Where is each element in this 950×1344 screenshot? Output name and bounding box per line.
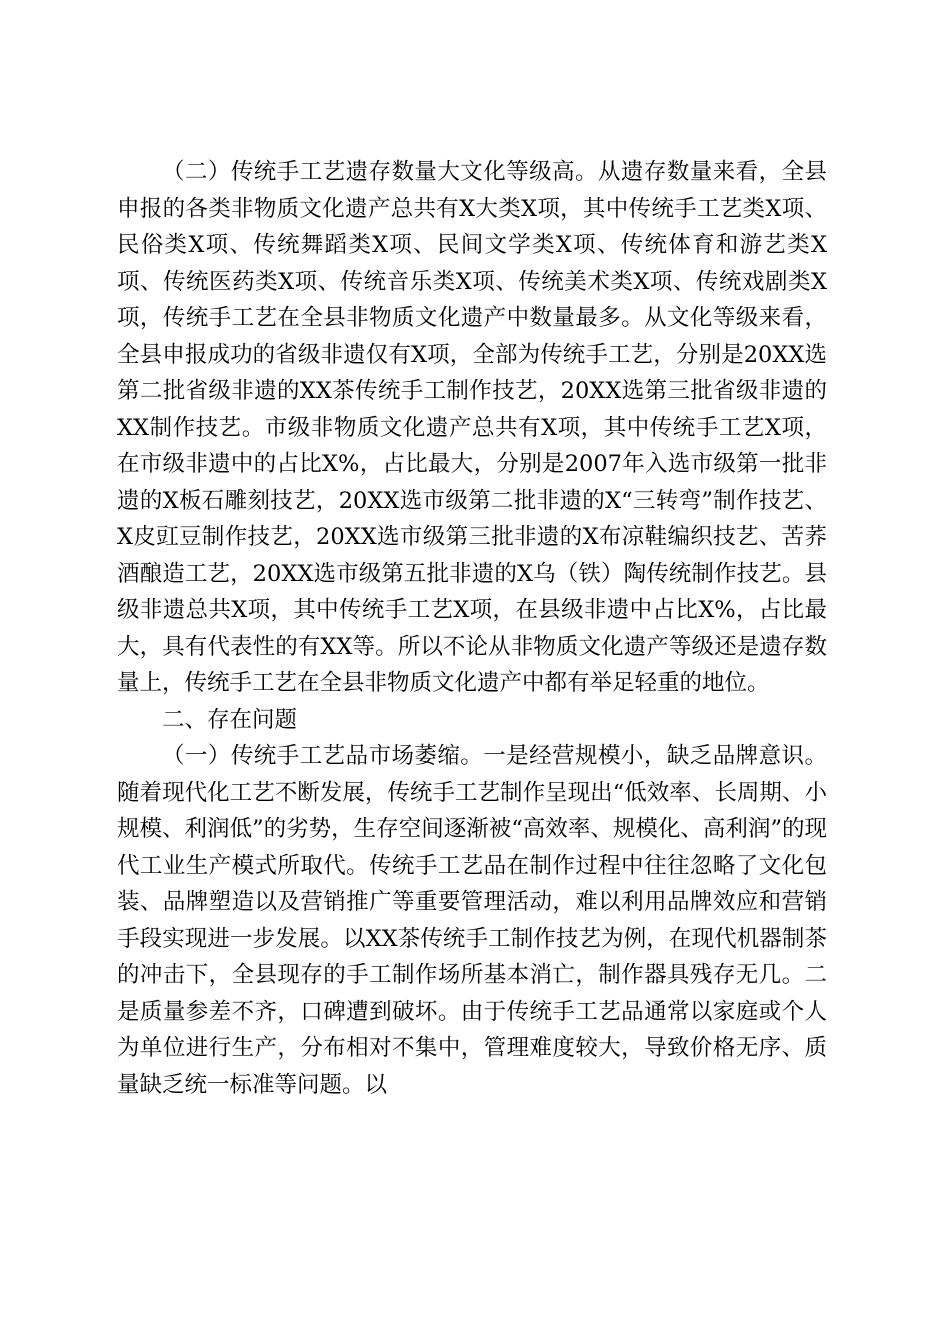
- paragraph-market-shrinking: （一）传统手工艺品市场萎缩。一是经营规模小，缺乏品牌意识。随着现代化工艺不断发展，传统手工艺制作呈现出“低效率、长周期、小规模、利润低”的劣势，生存空间逐渐被“高效率、规模化、高利润”的现代工业生产模式所取代。传统手工艺品在制作过程中往往忽略了文化包装、品牌塑造以及营销推广等重要管理活动，难以利用品牌效应和营销手段实现进一步发展。以XX茶传统手工制作技艺为例，在现代机器制茶的冲击下，全县现存的手工制作场所基本消亡，制作器具残存无几。二是质量参差不齐，口碑遭到破坏。由于传统手工艺品通常以家庭或个人为单位进行生产，分布相对不集中，管理难度较大，导致价格无序、质量缺乏统一标准等问题。以: [117, 743, 827, 1098]
- document-body: [117, 154, 827, 1103]
- paragraph-cultural-heritage-stats: （二）传统手工艺遗存数量大文化等级高。从遗存数量来看，全县申报的各类非物质文化遗产总共有X大类X项，其中传统手工艺类X项、民俗类X项、传统舞蹈类X项、民间文学类X项、传统体育和游艺类X项、传统医药类X项、传统音乐类X项、传统美术类X项、传统戏剧类X项，传统手工艺在全县非物质文化遗产中数量最多。从文化等级来看，全县申报成功的省级非遗仅有X项，全部为传统手工艺，分别是20XX选第二批省级非遗的XX茶传统手工制作技艺，20XX选第三批省级非遗的XX制作技艺。市级非物质文化遗产总共有X项，其中传统手工艺X项，在市级非遗中的占比X%，占比最大，分别是2007年入选市级第一批非遗的X板石雕刻技艺，20XX选市级第二批非遗的X“三转弯”制作技艺、X皮豇豆制作技艺，20XX选市级第三批非遗的X布凉鞋编织技艺、苦荞酒酿造工艺，20XX选市级第五批非遗的X乌（铁）陶传统制作技艺。县级非遗总共X项，其中传统手工艺X项，在县级非遗中占比X%，占比最大，具有代表性的有XX等。所以不论从非物质文化遗产等级还是遗存数量上，传统手工艺在全县非物质文化遗产中都有举足轻重的地位。: [117, 159, 827, 696]
- section-heading-existing-problems: 二、存在问题: [162, 706, 298, 733]
